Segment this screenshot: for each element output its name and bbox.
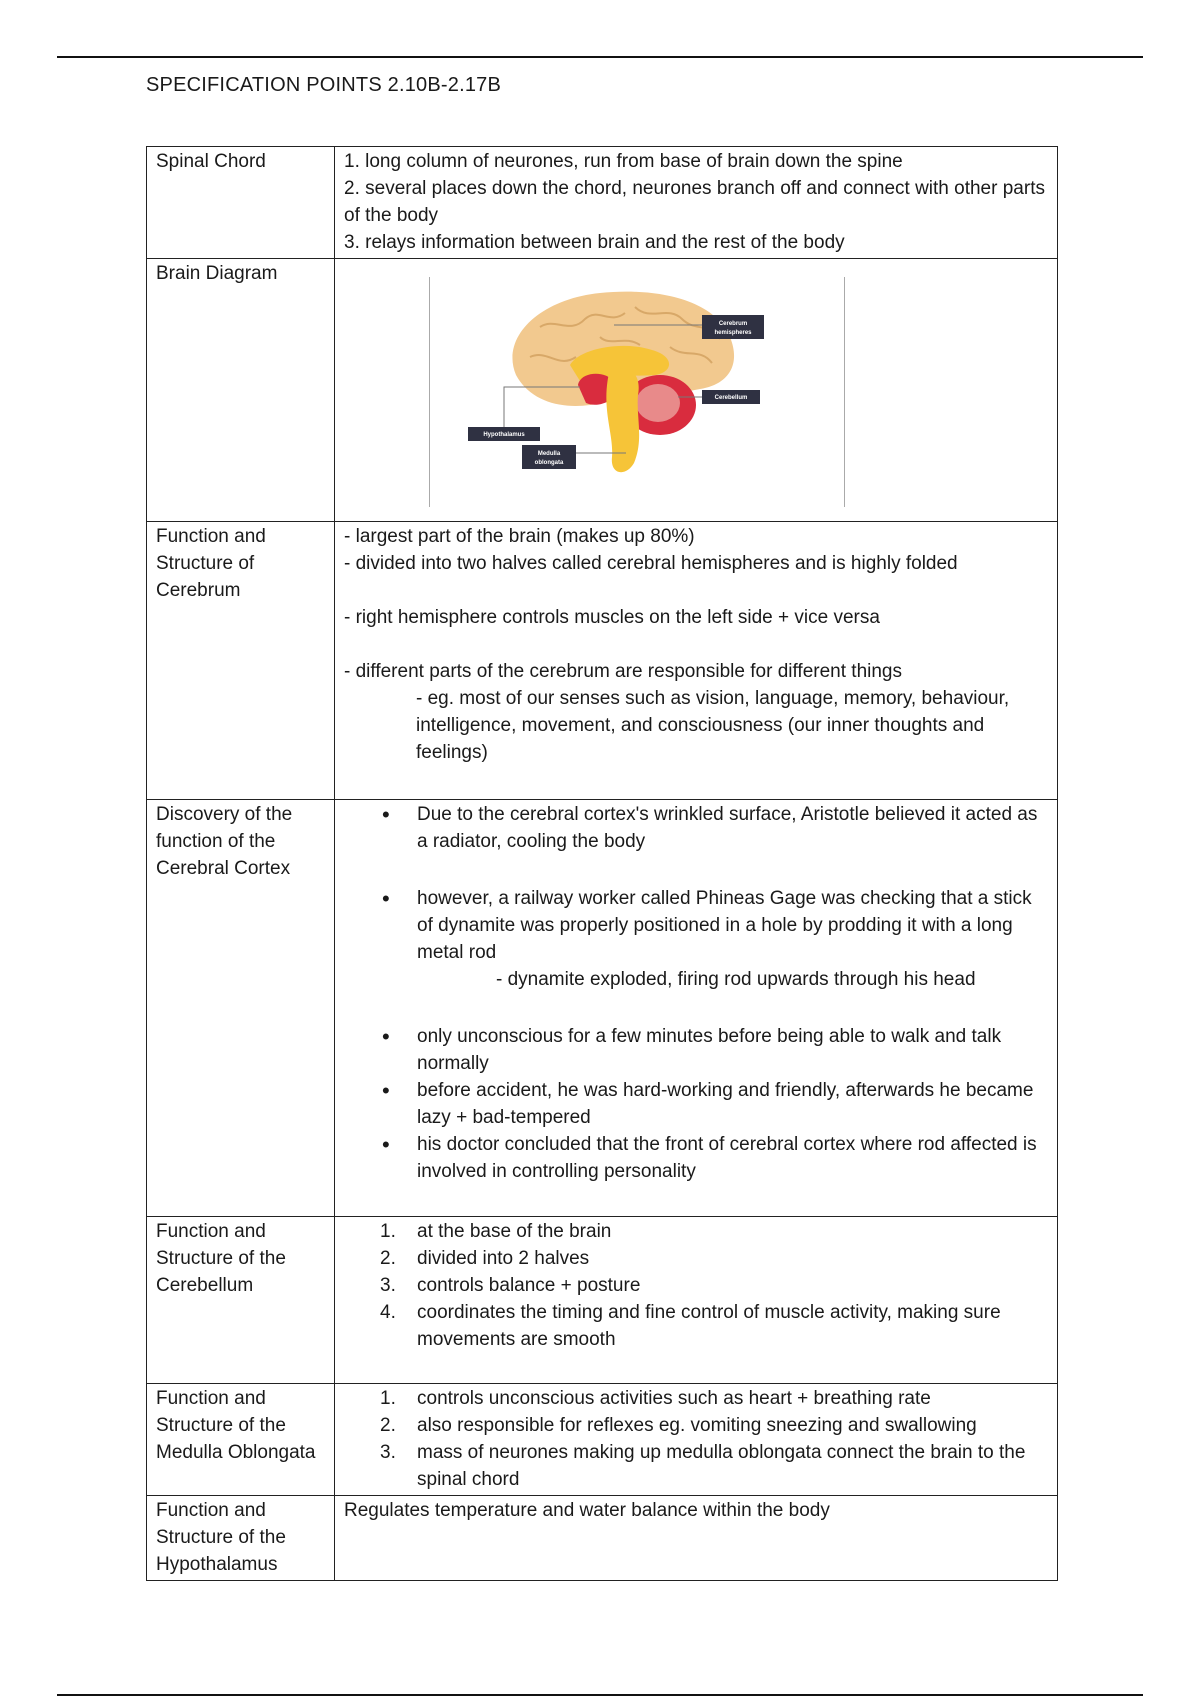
row-label: Function and Structure of the Cerebellum [147,1217,335,1384]
table-row-cerebrum [147,522,1058,800]
list-item: • before accident, he was hard-working and friendly, afterwards he became lazy + bad-tempered [344,1077,1048,1131]
row-content [335,800,1058,1217]
row-label: Brain Diagram [147,259,335,522]
row-content [335,1384,1058,1496]
list-item: • his doctor concluded that the front of cerebral cortex where rod affected is involved in controlling personality [344,1131,1048,1185]
brain-illustration [430,277,844,507]
table-row-spinal-chord [147,147,1058,259]
cerebellum-tag-text: Cerebellum [714,395,748,401]
list-item: 1. controls unconscious activities such as heart + breathing rate [380,1388,931,1409]
brain-diagram-cell [335,259,1058,522]
row-content [335,147,1058,259]
medulla-tag-line-2: oblongata [534,460,564,466]
list-item: 3. mass of neurones making up medulla oblongata connect the brain to the spinal chord [380,1442,1026,1490]
cerebrum-line-5: - eg. most of our senses such as vision, language, memory, behaviour, intelligence, movement, and consciousness (our inner thoughts and feelings) [416,688,1010,763]
cerebrum-tag-line-1: Cerebrum [718,321,748,327]
cerebellum-inner [636,384,680,422]
cortex-bullets [344,801,1048,1185]
list-item: • however, a railway worker called Phineas Gage was checking that a stick of dynamite was properly positioned in a hole by prodding it with a long metal rod [344,885,1048,966]
cerebrum-line-3: - right hemisphere controls muscles on the left side + vice versa [344,607,880,628]
list-item: 4. coordinates the timing and fine control of muscle activity, making sure movements are smooth [380,1302,1001,1350]
table-row-hypothalamus [147,1496,1058,1581]
cerebrum-line-1: - largest part of the brain (makes up 80%) [344,526,695,547]
spinal-point-3: 3. relays information between brain and the rest of the body [344,232,845,253]
table-row-brain-diagram [147,259,1058,522]
medulla-list [344,1385,1048,1493]
top-rule [57,56,1143,58]
list-item: 1. at the base of the brain [380,1221,612,1242]
list-item: • Due to the cerebral cortex's wrinkled surface, Aristotle believed it acted as a radiator, cooling the body [344,801,1048,855]
table-row-medulla [147,1384,1058,1496]
row-label: Function and Structure of the Medulla Oblongata [147,1384,335,1496]
cerebrum-tag-line-2: hemispheres [714,330,752,336]
list-item: • only unconscious for a few minutes before being able to walk and talk normally [344,1023,1048,1077]
brain-diagram [429,277,845,507]
bottom-rule [57,1694,1143,1696]
list-item: 2. also responsible for reflexes eg. vomiting sneezing and swallowing [380,1415,977,1436]
table-row-cerebral-cortex [147,800,1058,1217]
list-item: 3. controls balance + posture [380,1275,641,1296]
row-label: Spinal Chord [147,147,335,259]
cerebrum-line-4: - different parts of the cerebrum are responsible for different things [344,661,902,682]
specification-table [146,146,1058,1581]
row-content [335,1217,1058,1384]
row-label: Function and Structure of the Hypothalamus [147,1496,335,1581]
cerebrum-line-2: - divided into two halves called cerebral hemispheres and is highly folded [344,553,958,574]
list-item: 2. divided into 2 halves [380,1248,590,1269]
table-row-cerebellum [147,1217,1058,1384]
row-content: Regulates temperature and water balance within the body [335,1496,1058,1581]
cerebellum-list [344,1218,1048,1353]
brain-stem [606,367,639,472]
cortex-subpoint: - dynamite exploded, firing rod upwards through his head [496,969,976,990]
medulla-tag-line-1: Medulla [537,451,561,457]
row-label: Function and Structure of Cerebrum [147,522,335,800]
spinal-point-1: 1. long column of neurones, run from base of brain down the spine [344,151,903,172]
spinal-point-2: 2. several places down the chord, neurones branch off and connect with other parts of the body [344,178,1045,226]
page-title: SPECIFICATION POINTS 2.10B-2.17B [146,74,502,96]
row-label: Discovery of the function of the Cerebral Cortex [147,800,335,1217]
hypothalamus-tag-text: Hypothalamus [483,432,525,438]
row-content [335,522,1058,800]
